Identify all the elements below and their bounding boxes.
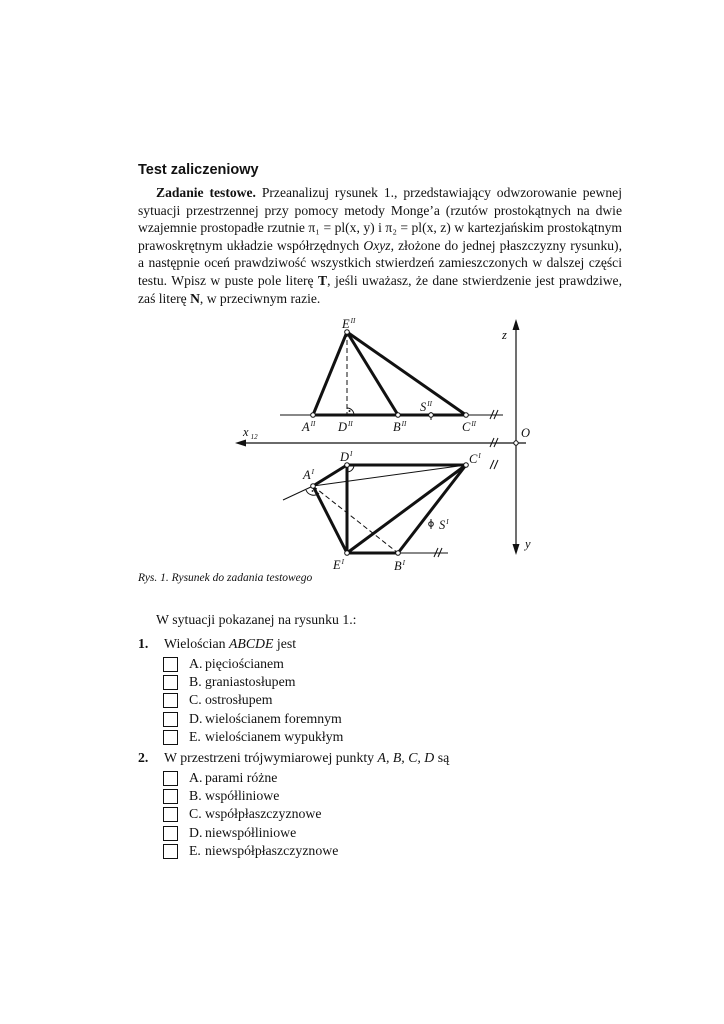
z-axis-arrow <box>513 319 520 330</box>
edge-ad-lower <box>313 465 347 486</box>
question-number: 2. <box>138 750 149 765</box>
answer-box[interactable] <box>163 844 178 859</box>
label-c-upper: $C^{II}$ <box>462 420 477 434</box>
label-s-upper: $S^{II}$ <box>420 400 432 414</box>
label-a-lower: $A^I$ <box>303 468 314 482</box>
projection-plane-1: π₁ = pl(x, y) <box>308 220 375 236</box>
letter-false: N <box>190 290 200 306</box>
label-a-upper: $A^{II}$ <box>302 420 316 434</box>
edge-eb-upper <box>347 332 398 415</box>
answer-box[interactable] <box>163 826 178 841</box>
question-text: Wielościan ABCDE jest <box>164 636 297 651</box>
answer-box[interactable] <box>163 675 178 690</box>
label-d-upper: $D^{II}$ <box>338 420 353 434</box>
question-number: 1. <box>138 636 149 651</box>
edge-ea-upper <box>313 332 347 415</box>
point-e-lower <box>345 551 350 556</box>
figure-caption: Rys. 1. Rysunek do zadania testowego <box>138 572 313 584</box>
point-a-lower-mark <box>312 490 314 492</box>
hidden-edge-ab-lower <box>313 486 398 553</box>
label-d-lower: $D^I$ <box>340 450 353 464</box>
label-b-lower: $B^I$ <box>394 559 405 573</box>
letter-true: T <box>318 272 328 288</box>
answer-box[interactable] <box>163 771 178 786</box>
axis-label-y: y <box>525 537 531 551</box>
label-c-lower: $C^I$ <box>469 452 481 466</box>
x-axis-arrow <box>235 440 246 447</box>
task-description: Zadanie testowe. Przeanalizuj rysunek 1., przedstawiający odwzorowanie pewnej sytuacji przestrzennej przy pomocy metody Monge’a (rzutów prostokątnych na dwie wzajemnie prostopadłe rzutnie π₁ = pl(x, y) i π₂ = pl(x, z) w kartezjańskim prostokątnym prawoskrętnym układzie współrzędnych Oxyz, złożone do jednej płaszczyzny rysunku), a następnie oceń prawdziwość wszystkich stwierdzeń zamieszczonych w dalszej części testu. Wpisz w puste pole literę T, jeśli uważasz, że dane stwierdzenie jest prawdziwe, zaś literę N, w przeciwnym razie. <box>138 185 623 306</box>
point-b-upper <box>396 413 401 418</box>
page-heading: Test zaliczeniowy <box>138 162 259 178</box>
y-axis-arrow <box>513 544 520 555</box>
answer-box[interactable] <box>163 657 178 672</box>
point-c-lower <box>464 463 469 468</box>
questions-lead: W sytuacji pokazanej na rysunku 1.: <box>156 612 357 627</box>
task-label: Zadanie testowe. <box>156 185 256 200</box>
axis-label-z: z <box>502 328 507 342</box>
label-e-upper: $E^{II}$ <box>342 317 356 331</box>
parallel-mark-lower-c <box>490 460 498 469</box>
answer-box[interactable] <box>163 712 178 727</box>
edge-ec-upper <box>347 332 466 415</box>
axis-label-x: x $_{12}$ <box>243 425 258 441</box>
point-c-upper <box>464 413 469 418</box>
point-a-upper <box>311 413 316 418</box>
edge-ae-lower <box>313 486 347 553</box>
coordinate-system-name: Oxyz <box>363 237 391 253</box>
question-text: W przestrzeni trójwymiarowej punkty A, B, C, D są <box>164 750 450 765</box>
answer-box[interactable] <box>163 789 178 804</box>
label-s-lower: $S^I$ <box>439 518 449 532</box>
answer-box[interactable] <box>163 693 178 708</box>
label-b-upper: $B^{II}$ <box>393 420 407 434</box>
answer-box[interactable] <box>163 807 178 822</box>
answer-box[interactable] <box>163 730 178 745</box>
point-b-lower <box>396 551 401 556</box>
projection-plane-2: π₂ = pl(x, z) <box>385 220 451 236</box>
origin-point <box>514 441 518 445</box>
point-s-upper <box>429 413 434 418</box>
label-e-lower: $E^I$ <box>333 558 344 572</box>
point-a-lower <box>311 484 316 489</box>
axis-label-origin: O <box>521 426 531 440</box>
point-d-upper-mark <box>349 410 351 412</box>
